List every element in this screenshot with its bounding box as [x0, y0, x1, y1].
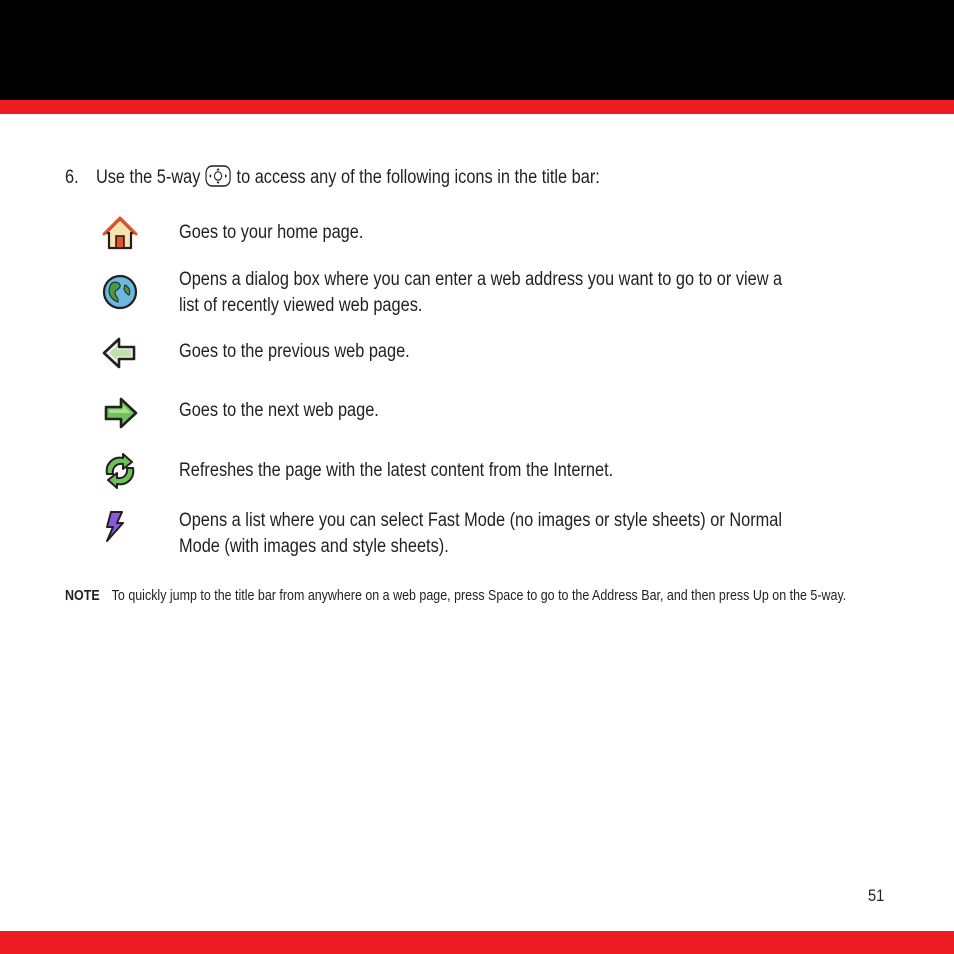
note-text: To quickly jump to the title bar from anywhere on a web page, press Space to go to the Address Bar, and then press Up on the 5-way. — [111, 588, 847, 604]
refresh-icon — [101, 452, 139, 490]
header-black-band — [0, 0, 954, 100]
fast-mode-description: Opens a list where you can select Fast Mode (no images or style sheets) or Normal Mode (with images and style sheets). — [179, 510, 783, 557]
fast-mode-icon — [101, 508, 139, 546]
globe-icon — [101, 273, 139, 311]
back-description: Goes to the previous web page. — [179, 341, 410, 362]
step-number: 6. — [65, 167, 79, 188]
forward-description: Goes to the next web page. — [179, 400, 379, 421]
globe-description: Opens a dialog box where you can enter a web address you want to go to or view a list of recently viewed web pages. — [179, 269, 783, 316]
forward-arrow-icon — [101, 394, 139, 432]
footer-red-stripe — [0, 931, 954, 954]
home-description: Goes to your home page. — [179, 222, 364, 243]
step-6 — [65, 165, 600, 195]
note-label: NOTE — [65, 588, 100, 604]
page-number: 51 — [868, 886, 885, 905]
home-icon — [101, 214, 139, 252]
back-arrow-icon — [101, 334, 139, 372]
step-text-after: to access any of the following icons in the title bar: — [236, 167, 600, 188]
note — [65, 586, 886, 606]
five-way-navigator-icon — [206, 165, 232, 195]
step-text-before: Use the 5-way — [95, 167, 201, 188]
header-red-stripe — [0, 100, 954, 114]
refresh-description: Refreshes the page with the latest content from the Internet. — [179, 460, 614, 481]
